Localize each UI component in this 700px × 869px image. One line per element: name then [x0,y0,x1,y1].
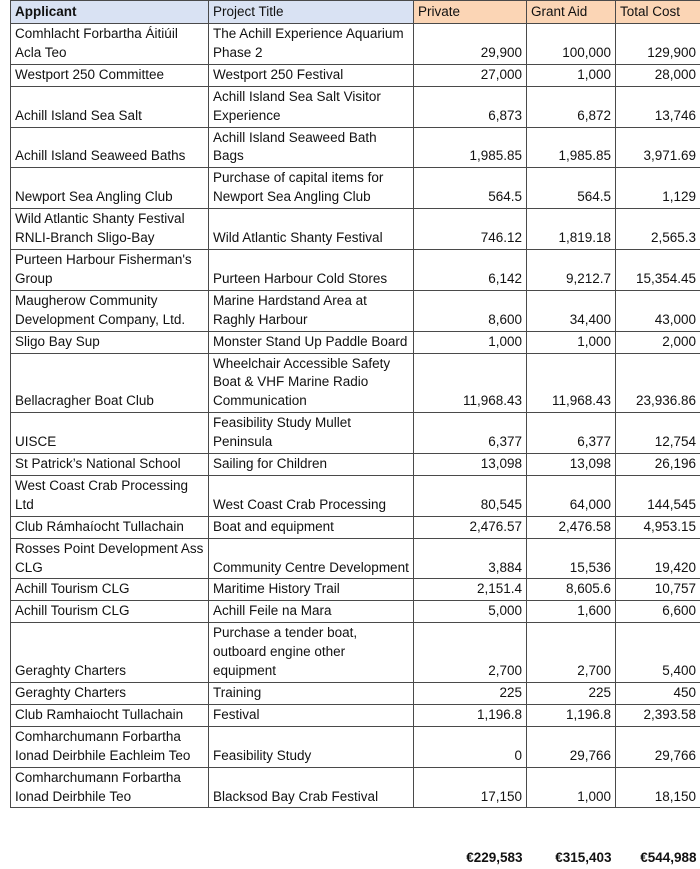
project-title-cell: Feasibility Study Mullet Peninsula [209,413,414,454]
grants-table [10,0,700,869]
table-row [11,331,700,353]
table-body [11,24,700,808]
project-title-cell: The Achill Experience Aquarium Phase 2 [209,24,414,65]
grant-aid-cell: 2,476.58 [527,516,616,538]
total-cost-cell: 4,953.15 [616,516,700,538]
project-title-cell: Westport 250 Festival [209,64,414,86]
table-row [11,683,700,705]
totals-row [11,848,700,869]
private-cell: 3,884 [414,538,527,579]
applicant-cell: Achill Tourism CLG [11,601,209,623]
applicant-cell: Club Rámhaíocht Tullachain [11,516,209,538]
header-grant-aid: Grant Aid [527,1,616,24]
grant-aid-cell: 564.5 [527,168,616,209]
project-title-cell: Blacksod Bay Crab Festival [209,767,414,808]
table-row [11,249,700,290]
project-title-cell: Wild Atlantic Shanty Festival [209,209,414,250]
project-title-cell: Purchase a tender boat, outboard engine other equipment [209,623,414,683]
private-cell: 2,151.4 [414,579,527,601]
applicant-cell: Achill Island Sea Salt [11,86,209,127]
applicant-cell: Maugherow Community Development Company, Ltd. [11,290,209,331]
private-cell: 11,968.43 [414,353,527,413]
applicant-cell: Newport Sea Angling Club [11,168,209,209]
table-row [11,64,700,86]
private-cell: 746.12 [414,209,527,250]
total-cost-cell: 129,900 [616,24,700,65]
project-title-cell: Purchase of capital items for Newport Sea Angling Club [209,168,414,209]
project-title-cell: Maritime History Trail [209,579,414,601]
table-row [11,704,700,726]
private-cell: 1,196.8 [414,704,527,726]
project-title-cell: Achill Island Sea Salt Visitor Experience [209,86,414,127]
applicant-cell: Achill Island Seaweed Baths [11,127,209,168]
grant-aid-cell: 15,536 [527,538,616,579]
project-title-cell: Festival [209,704,414,726]
private-cell: 17,150 [414,767,527,808]
table-row [11,516,700,538]
total-cost-cell: 5,400 [616,623,700,683]
private-cell: 13,098 [414,454,527,476]
total-cost-cell: 26,196 [616,454,700,476]
total-cost-cell: 13,746 [616,86,700,127]
total-cost-cell: 2,000 [616,331,700,353]
table-row [11,623,700,683]
total-cost-cell: 23,936.86 [616,353,700,413]
table-row [11,413,700,454]
table-row [11,24,700,65]
total-cost-cell: 19,420 [616,538,700,579]
grant-aid-cell: 1,000 [527,331,616,353]
private-cell: 8,600 [414,290,527,331]
applicant-cell: Westport 250 Committee [11,64,209,86]
applicant-cell: St Patrick’s National School [11,454,209,476]
header-project-title: Project Title [209,1,414,24]
total-cost-cell: 12,754 [616,413,700,454]
project-title-cell: Achill Island Seaweed Bath Bags [209,127,414,168]
grant-aid-cell: 100,000 [527,24,616,65]
applicant-cell: Club Ramhaiocht Tullachain [11,704,209,726]
applicant-cell: Comharchumann Forbartha Ionad Deirbhile Teo [11,767,209,808]
private-cell: 2,700 [414,623,527,683]
table-row [11,86,700,127]
project-title-cell: Wheelchair Accessible Safety Boat & VHF Marine Radio Communication [209,353,414,413]
grant-aid-cell: 1,819.18 [527,209,616,250]
header-row [11,1,700,24]
grant-aid-cell: 2,700 [527,623,616,683]
table-row [11,454,700,476]
total-cost: €544,988 [616,848,700,869]
grant-aid-cell: 34,400 [527,290,616,331]
applicant-cell: UISCE [11,413,209,454]
grant-aid-cell: 13,098 [527,454,616,476]
applicant-cell: Wild Atlantic Shanty Festival RNLI-Branch Sligo-Bay [11,209,209,250]
grant-aid-cell: 1,000 [527,64,616,86]
total-grant-aid: €315,403 [527,848,616,869]
table-row [11,579,700,601]
table-row [11,168,700,209]
table-row [11,475,700,516]
grant-aid-cell: 64,000 [527,475,616,516]
total-cost-cell: 3,971.69 [616,127,700,168]
applicant-cell: West Coast Crab Processing Ltd [11,475,209,516]
grant-aid-cell: 1,000 [527,767,616,808]
applicant-cell: Purteen Harbour Fisherman's Group [11,249,209,290]
applicant-cell: Comhlacht Forbartha Áitiúil Acla Teo [11,24,209,65]
total-cost-cell: 450 [616,683,700,705]
applicant-cell: Geraghty Charters [11,623,209,683]
total-cost-cell: 10,757 [616,579,700,601]
applicant-cell: Achill Tourism CLG [11,579,209,601]
table-row [11,127,700,168]
total-cost-cell: 43,000 [616,290,700,331]
applicant-cell: Geraghty Charters [11,683,209,705]
private-cell: 80,545 [414,475,527,516]
total-cost-cell: 6,600 [616,601,700,623]
grant-aid-cell: 9,212.7 [527,249,616,290]
project-title-cell: Marine Hardstand Area at Raghly Harbour [209,290,414,331]
table-row [11,538,700,579]
grant-aid-cell: 1,196.8 [527,704,616,726]
total-cost-cell: 1,129 [616,168,700,209]
private-cell: 1,000 [414,331,527,353]
table-row [11,353,700,413]
total-cost-cell: 18,150 [616,767,700,808]
header-total-cost: Total Cost [616,1,700,24]
project-title-cell: Achill Feile na Mara [209,601,414,623]
total-cost-cell: 29,766 [616,726,700,767]
private-cell: 564.5 [414,168,527,209]
project-title-cell: Sailing for Children [209,454,414,476]
applicant-cell: Comharchumann Forbartha Ionad Deirbhile Eachleim Teo [11,726,209,767]
grant-aid-cell: 225 [527,683,616,705]
applicant-cell: Sligo Bay Sup [11,331,209,353]
table-row [11,726,700,767]
applicant-cell: Rosses Point Development Ass CLG [11,538,209,579]
grant-aid-cell: 1,600 [527,601,616,623]
total-cost-cell: 144,545 [616,475,700,516]
table-row [11,209,700,250]
total-private: €229,583 [414,848,527,869]
table-row [11,290,700,331]
private-cell: 225 [414,683,527,705]
project-title-cell: Boat and equipment [209,516,414,538]
private-cell: 6,142 [414,249,527,290]
private-cell: 1,985.85 [414,127,527,168]
applicant-cell: Bellacragher Boat Club [11,353,209,413]
private-cell: 6,873 [414,86,527,127]
project-title-cell: West Coast Crab Processing [209,475,414,516]
header-applicant: Applicant [11,1,209,24]
private-cell: 6,377 [414,413,527,454]
grant-aid-cell: 11,968.43 [527,353,616,413]
project-title-cell: Monster Stand Up Paddle Board [209,331,414,353]
grant-aid-cell: 1,985.85 [527,127,616,168]
total-cost-cell: 15,354.45 [616,249,700,290]
table-row [11,601,700,623]
header-private: Private [414,1,527,24]
private-cell: 29,900 [414,24,527,65]
grant-aid-cell: 29,766 [527,726,616,767]
total-cost-cell: 2,393.58 [616,704,700,726]
grant-aid-cell: 6,377 [527,413,616,454]
project-title-cell: Training [209,683,414,705]
private-cell: 5,000 [414,601,527,623]
private-cell: 0 [414,726,527,767]
project-title-cell: Purteen Harbour Cold Stores [209,249,414,290]
total-cost-cell: 28,000 [616,64,700,86]
private-cell: 27,000 [414,64,527,86]
grant-aid-cell: 8,605.6 [527,579,616,601]
total-cost-cell: 2,565.3 [616,209,700,250]
grant-aid-cell: 6,872 [527,86,616,127]
project-title-cell: Community Centre Development [209,538,414,579]
project-title-cell: Feasibility Study [209,726,414,767]
table-row [11,767,700,808]
private-cell: 2,476.57 [414,516,527,538]
